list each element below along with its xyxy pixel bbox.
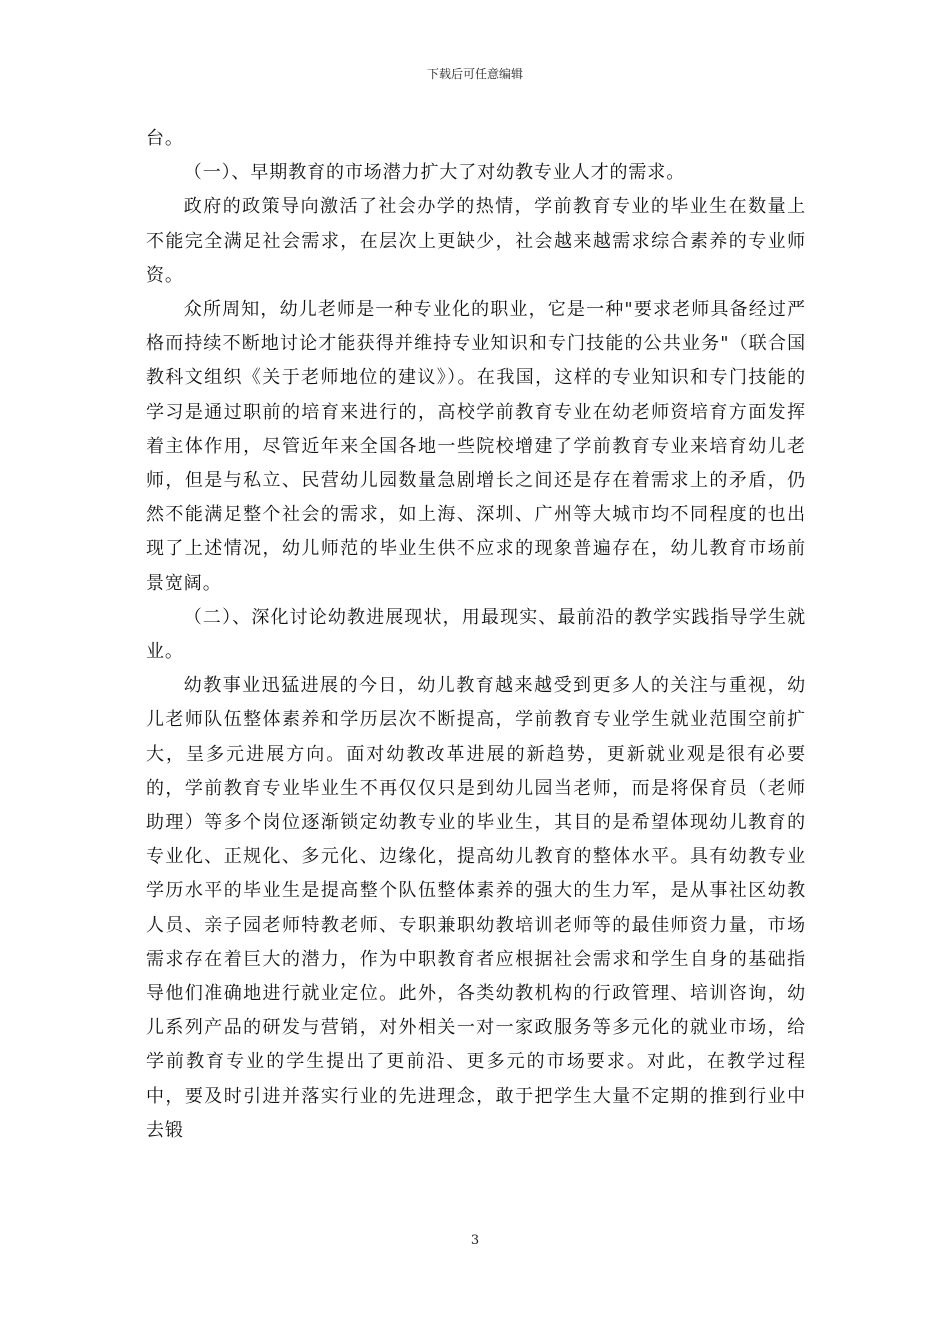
page-number: 3 [470,1233,480,1248]
section-heading-2: （二）、深化讨论幼教进展现状，用最现实、最前沿的教学实践指导学生就业。 [146,606,806,663]
document-body [146,122,806,1148]
paragraph: 众所周知，幼儿老师是一种专业化的职业，它是一种"要求老师具备经过严格而持续不断地讨论才能获得并维持专业知识和专门技能的公共业务"（联合国教科文组织《关于老师地位的建议》）。在我国，这样的专业知识和专门技能的学习是通过职前的培育来进行的，高校学前教育专业在幼老师资培育方面发挥着主体作用，尽管近年来全国各地一些院校增建了学前教育专业来培育幼儿老师，但是与私立、民营幼儿园数量急剧增长之间还是存在着需求上的矛盾，仍然不能满足整个社会的需求，如上海、深圳、广州等大城市均不同程度的也出现了上述情况，幼儿师范的毕业生供不应求的现象普遍存在，幼儿教育市场前景宽阔。 [146,299,806,594]
paragraph: 政府的政策导向激活了社会办学的热情，学前教育专业的毕业生在数量上不能完全满足社会需求，在层次上更缺少，社会越来越需求综合素养的专业师资。 [146,196,806,286]
paragraph: 幼教事业迅猛进展的今日，幼儿教育越来越受到更多人的关注与重视，幼儿老师队伍整体素养和学历层次不断提高，学前教育专业学生就业范围空前扩大，呈多元进展方向。面对幼教改革进展的新趋势，更新就业观是很有必要的，学前教育专业毕业生不再仅仅只是到幼儿园当老师，而是将保育员（老师助理）等多个岗位逐渐锁定幼教专业的毕业生，其目的是希望体现幼儿教育的专业化、正规化、多元化、边缘化，提高幼儿教育的整体水平。具有幼教专业学历水平的毕业生是提高整个队伍整体素养的强大的生力军，是从事社区幼教人员、亲子园老师特教老师、专职兼职幼教培训老师等的最佳师资力量，市场需求存在着巨大的潜力，作为中职教育者应根据社会需求和学生自身的基础指导他们准确地进行就业定位。此外，各类幼教机构的行政管理、培训咨询，幼儿系列产品的研发与营销，对外相关一对一家政服务等多元化的就业市场，给学前教育专业的学生提出了更前沿、更多元的市场要求。对此，在教学过程中，要及时引进并落实行业的先进理念，敢于把学生大量不定期的推到行业中去锻 [146,675,806,1141]
page-header: 下载后可任意编辑 [426,67,523,81]
section-heading-1: （一）、早期教育的市场潜力扩大了对幼教专业人才的需求。 [183,162,686,184]
paragraph-continuation: 台。 [146,128,184,149]
